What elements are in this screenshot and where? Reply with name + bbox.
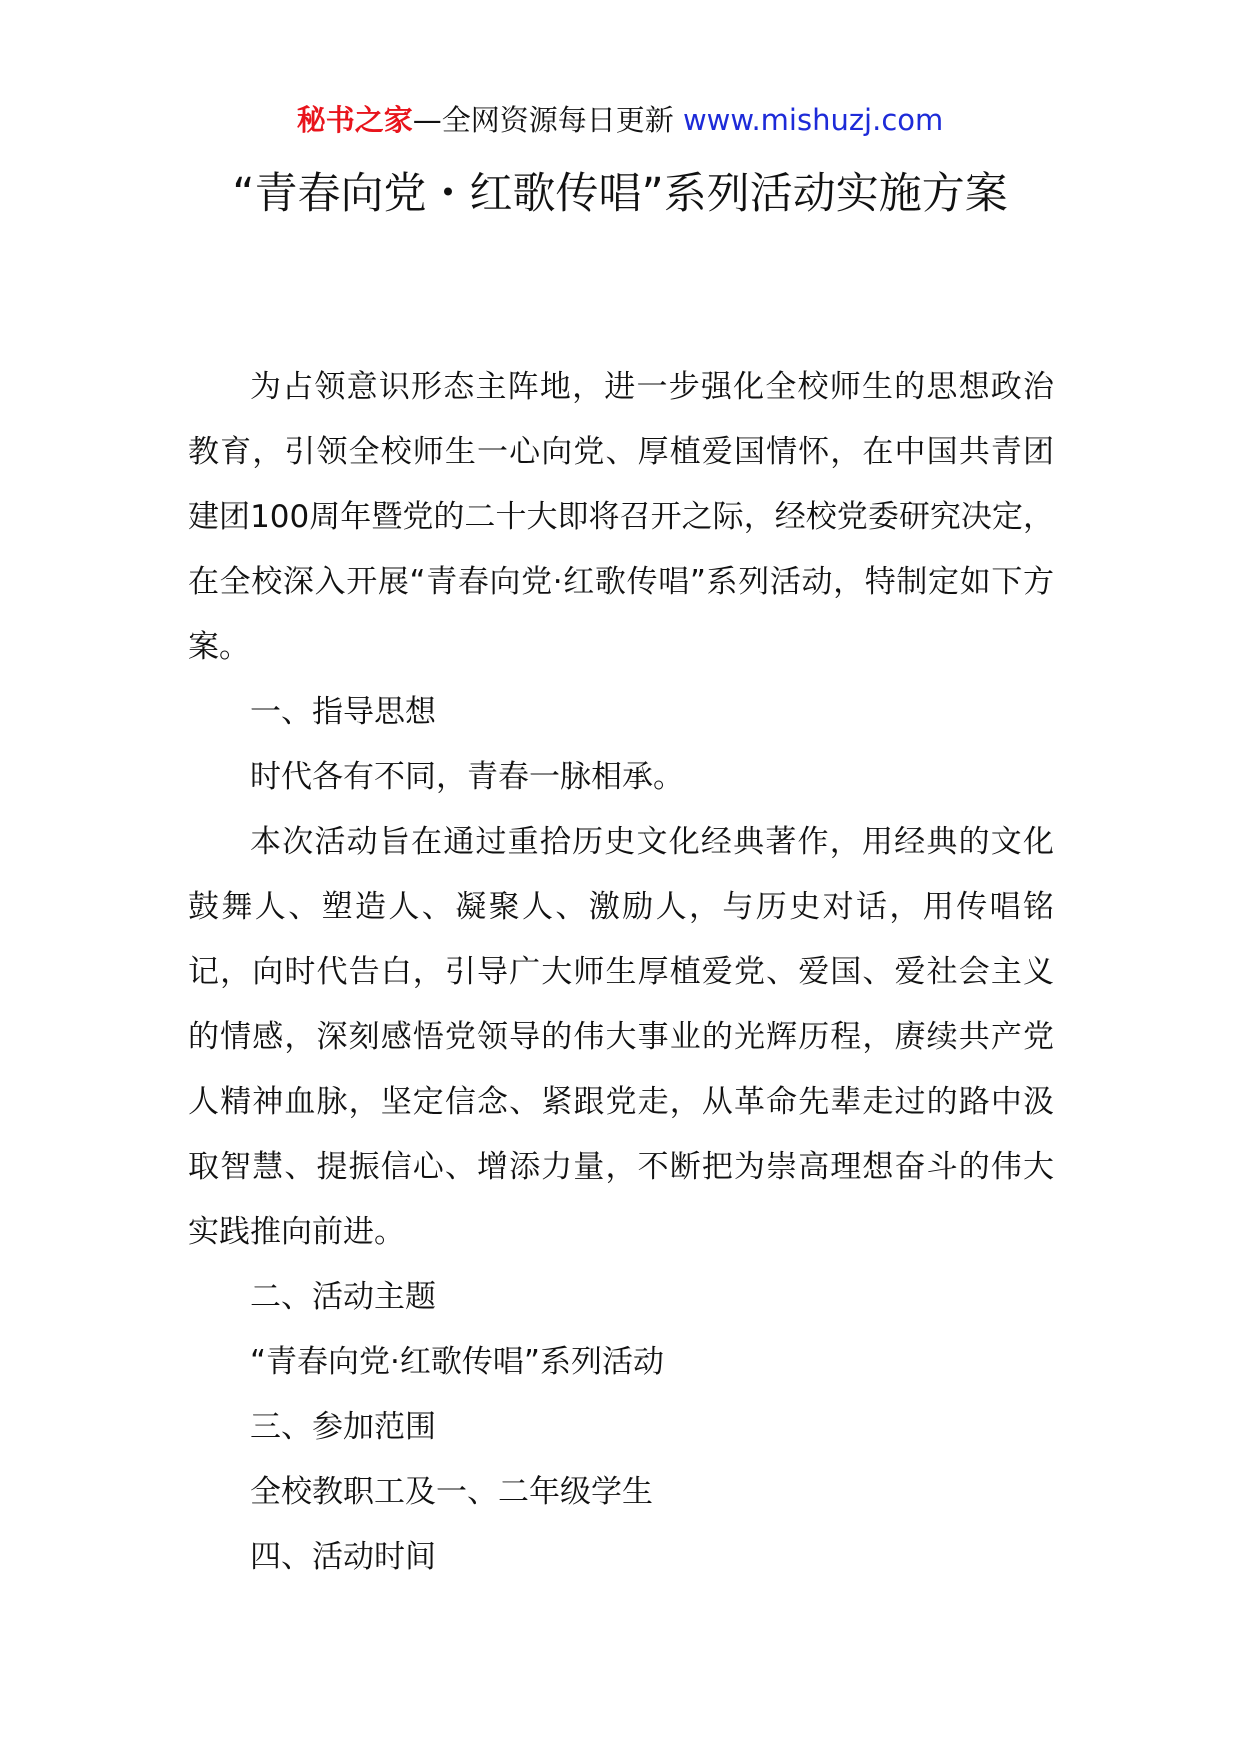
site-url-link[interactable]: www.mishuzj.com	[682, 103, 944, 137]
activity-purpose-paragraph: 本次活动旨在通过重拾历史文化经典著作，用经典的文化鼓舞人、塑造人、凝聚人、激励人，与历史对话，用传唱铭记，向时代告白，引导广大师生厚植爱党、爱国、爱社会主义的情感，深刻感悟党领导的伟大事业的光辉历程，赓续共产党人精神血脉，坚定信念、紧跟党走，从革命先辈走过的路中汲取智慧、提振信心、增添力量，不断把为崇高理想奋斗的伟大实践推向前进。	[188, 824, 1054, 1250]
section-heading-participants: 三、参加范围	[250, 1409, 436, 1445]
site-slogan: —全网资源每日更新	[412, 103, 683, 137]
site-header	[0, 100, 1240, 140]
document-title: “青春向党・红歌传唱”系列活动实施方案	[232, 169, 1008, 219]
activity-theme-text: “青春向党·红歌传唱”系列活动	[250, 1344, 664, 1380]
section-heading-activity-time: 四、活动时间	[250, 1539, 436, 1575]
guiding-ideology-text: 时代各有不同，青春一脉相承。	[250, 759, 684, 795]
participants-text: 全校教职工及一、二年级学生	[250, 1474, 653, 1510]
document-body	[188, 355, 1054, 1590]
intro-paragraph: 为占领意识形态主阵地，进一步强化全校师生的思想政治教育，引领全校师生一心向党、厚植爱国情怀，在中国共青团建团100周年暨党的二十大即将召开之际，经校党委研究决定，在全校深入开展“青春向党·红歌传唱”系列活动，特制定如下方案。	[188, 369, 1054, 665]
site-brand: 秘书之家	[296, 103, 413, 137]
section-heading-activity-theme: 二、活动主题	[250, 1279, 436, 1315]
section-heading-guiding-ideology: 一、指导思想	[250, 694, 436, 730]
